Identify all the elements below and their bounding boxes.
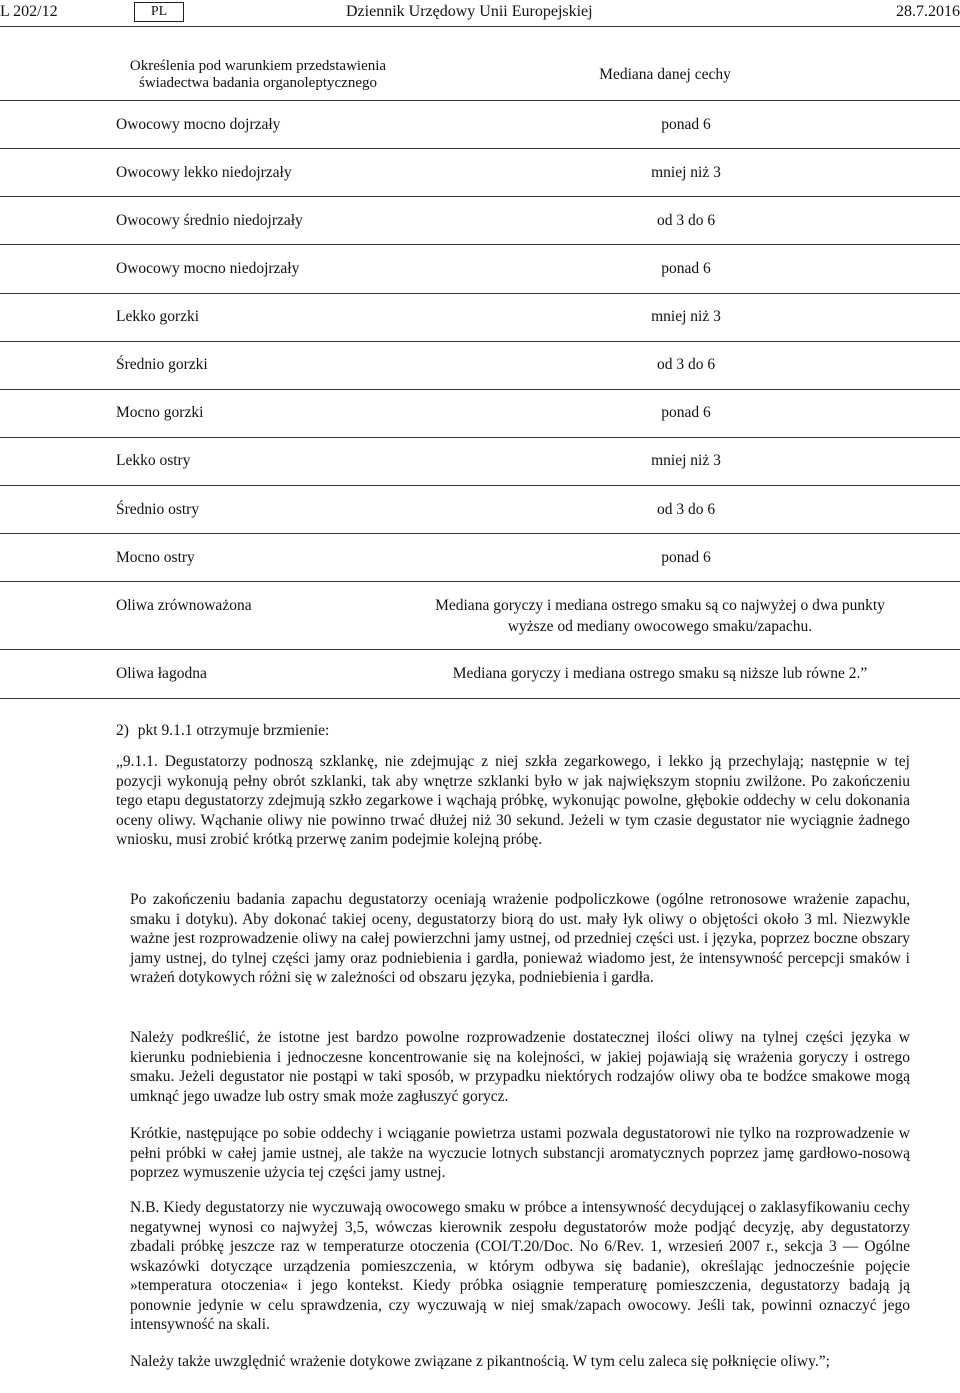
row-term: Średnio ostry [116,501,200,518]
paragraph-nb: N.B. Kiedy degustatorzy nie wyczuwają owocowego smaku w próbce a intensywność decydującej o zaklasyfikowaniu cechy negatywnej wynosi co najwyżej 3,5, wówczas kierownik zespołu degustatorów może podjąć decyzję, aby degustatorzy zbadali próbkę jeszcze raz w temperaturze otoczenia (COI/T.20/Doc. No 6/Rev. 1, wrzesień 2007 r., sekcja 3 — Ogólne wskazówki dotyczące urządzenia pomieszczenia, w którym odbywa się badanie), określając jednocześnie pojęcie »temperatura otoczenia« i jego kontekst. Kiedy próbka osiągnie temperaturę pomieszczenia, degustatorzy badają ją ponownie jedynie w celu sprawdzenia, czy wyczuwają w niej smak/zapach owocowy. Jeśli tak, powinni oznaczyć jego intensywność na skali. [130,1199,910,1333]
row-median: mniej niż 3 [651,452,721,469]
table-header-median: Mediana danej cechy [599,66,731,83]
row-term: Owocowy średnio niedojrzały [116,212,303,229]
paragraph-final: Należy także uwzględnić wrażenie dotykowe związane z pikantnością. W tym celu zaleca się połknięcie oliwy.”; [130,1353,830,1370]
language-code-box: PL [134,2,184,22]
paragraph-emphasis: Należy podkreślić, że istotne jest bardzo powolne rozprowadzenie dostatecznej ilości oliwy na tylnej części języka w kierunku podniebienia i jednoczesne koncentrowanie się na kolejności, w jakiej pojawiają się wrażenia goryczy i ostrego smaku. Jeżeli degustator nie postąpi w taki sposób, w przypadku niektórych rodzajów oliwy oba te bodźce smakowe mogą umknąć jego uwadze lub ostry smak może zagłuszyć gorycz. [130,1029,910,1105]
header-rule [0,26,960,27]
paragraph-breathing: Krótkie, następujące po sobie oddechy i wciąganie powietrza ustami pozwala degustatorowi nie tylko na rozprowadzenie w pełni próbki w całej jamie ustnej, ale także na wyczucie lotnych substancji aromatycznych poprzez jamę gardłowo-nosową poprzez wymuszenie użycia tej części jamy ustnej. [130,1125,910,1181]
row-term: Lekko gorzki [116,308,200,325]
row-rule [0,244,960,245]
table-header-terms: Określenia pod warunkiem przedstawienia świadectwa badania organoleptycznego [129,58,387,91]
row-rule [0,581,960,582]
table-bottom-rule [0,698,960,699]
row-term: Lekko ostry [116,452,191,469]
row-median: ponad 6 [661,549,711,566]
row-median: ponad 6 [661,260,711,277]
row-rule [0,148,960,149]
paragraph-9-1-1: „9.1.1. Degustatorzy podnoszą szklankę, nie zdejmując z niej szkła zegarkowego, i lekko ją przechylają; następnie w tej pozycji wykonują pełny obrót szklanki, tak aby wnętrze szklanki było w jak największym stopniu zwilżone. Po zakończeniu tego etapu degustatorzy zdejmują szkło zegarkowe i wąchają próbkę, wykonując powolne, głębokie oddechy w celu dokonania oceny oliwy. Wąchanie oliwy nie powinno trwać dłużej niż 30 sekund. Jeżeli w tym czasie degustator nie wyciągnie żadnego wniosku, musi zrobić krótką przerwę zanim podejmie kolejną próbę. [116,753,910,848]
row-term: Mocno gorzki [116,404,204,421]
row-rule [0,341,960,342]
row-median: od 3 do 6 [656,356,716,373]
amendment-label: 2) [116,722,129,739]
row-median: ponad 6 [661,404,711,421]
row-term: Owocowy mocno niedojrzały [116,260,300,277]
row-rule [0,649,960,650]
row-term: Owocowy lekko niedojrzały [116,164,292,181]
row-median: mniej niż 3 [651,164,721,181]
journal-title: Dziennik Urzędowy Unii Europejskiej [346,3,593,20]
paragraph-retronasal: Po zakończeniu badania zapachu degustatorzy oceniają wrażenie podpoliczkowe (ogólne retronosowe wrażenie zapachu, smaku i dotyku). Aby dokonać takiej oceny, degustatorzy biorą do ust. mały łyk oliwy o objętości około 3 ml. Niezwykle ważne jest rozprowadzenie oliwy na całej powierzchni jamy ustnej, od przedniej części ust. i języka, poprzez boczne obszary jamy ustnej, do tylnej części jamy oraz podniebienia i gardła, ponieważ wiadomo jest, że intensywność percepcji smaków i wrażeń dotykowych różni się w zależności od obszaru języka, podniebienia i gardła. [130,891,910,986]
row-term: Oliwa łagodna [116,665,207,682]
row-term: Średnio gorzki [116,356,208,373]
row-median: od 3 do 6 [656,501,716,518]
publication-date: 28.7.2016 [896,3,960,20]
row-rule [0,389,960,390]
row-median: od 3 do 6 [656,212,716,229]
page-header [0,0,960,24]
row-term: Oliwa zrównoważona [116,597,252,614]
row-rule [0,293,960,294]
row-median: Mediana goryczy i mediana ostrego smaku są co najwyżej o dwa punkty wyższe od mediany owocowego smaku/zapachu. [435,597,885,635]
amendment-line [116,722,329,740]
row-rule [0,437,960,438]
amendment-text: pkt 9.1.1 otrzymuje brzmienie: [137,722,330,739]
row-rule [0,196,960,197]
page-reference: L 202/12 [0,3,58,20]
row-term: Mocno ostry [116,549,195,566]
row-median: mniej niż 3 [651,308,721,325]
row-rule [0,533,960,534]
row-median: Mediana goryczy i mediana ostrego smaku są niższe lub równe 2.” [452,665,868,682]
table-header-rule [0,100,960,101]
row-term: Owocowy mocno dojrzały [116,116,281,133]
row-rule [0,485,960,486]
row-median: ponad 6 [661,116,711,133]
